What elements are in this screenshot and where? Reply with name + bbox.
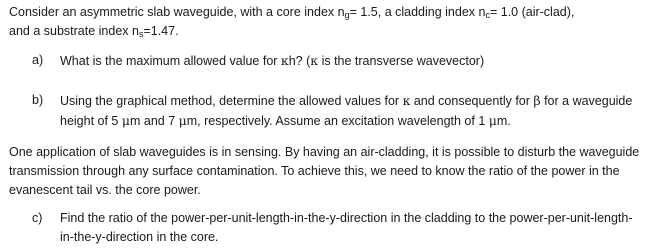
question-b-text-4: m and 7 — [129, 114, 179, 128]
beta-symbol: β — [533, 93, 541, 108]
question-a-text-3: is the transverse wavevector) — [318, 54, 485, 68]
question-a-marker: a) — [32, 53, 44, 67]
intro-text-2: = 1.5, a cladding index n — [349, 5, 486, 19]
substrate-index-subscript: s — [138, 29, 144, 39]
intro-text-1: Consider an asymmetric slab waveguide, with a core index n — [9, 5, 345, 19]
question-b-text — [32, 91, 637, 131]
question-b — [32, 91, 637, 131]
question-a — [32, 51, 637, 71]
question-b-text-6: m. — [496, 114, 511, 128]
question-a-text-1: What is the maximum allowed value for — [60, 54, 281, 68]
core-index-subscript: g — [344, 10, 350, 20]
question-b-text-3: for a waveguide height of 5 — [60, 94, 633, 128]
mu-symbol: μ — [121, 113, 130, 128]
question-a-text-2: h? ( — [288, 54, 311, 68]
question-c — [32, 209, 637, 247]
question-c-marker: c) — [32, 211, 43, 225]
mu-symbol: μ — [488, 113, 497, 128]
mu-symbol: μ — [178, 113, 187, 128]
kappa-symbol: κ — [402, 93, 411, 108]
sensing-paragraph: One application of slab waveguides is in sensing. By having an air-cladding, it is possible to disturb the waveguide transmission through any surface contamination. To achieve this, we need to know the ratio of the power in the evanescent tail vs. the core power. — [9, 145, 640, 197]
intro-text-5: =1.47. — [143, 24, 179, 38]
intro-text-4: and a substrate index n — [9, 24, 139, 38]
intro-paragraph — [9, 3, 641, 41]
question-a-text — [32, 51, 637, 71]
kappa-symbol: κ — [310, 53, 319, 68]
question-b-marker: b) — [32, 93, 44, 107]
kappa-symbol: κ — [280, 53, 289, 68]
question-b-text-5: m, respectively. Assume an excitation wavelength of 1 — [186, 114, 489, 128]
question-b-text-1: Using the graphical method, determine the allowed values for — [60, 94, 403, 108]
question-b-text-2: and consequently for — [410, 94, 534, 108]
cladding-index-subscript: c — [485, 10, 490, 20]
question-c-text: Find the ratio of the power-per-unit-length-in-the-y-direction in the cladding to the power-per-unit-length-in-the-y-direction in the core. — [60, 211, 633, 244]
intro-text-3: = 1.0 (air-clad), — [489, 5, 575, 19]
